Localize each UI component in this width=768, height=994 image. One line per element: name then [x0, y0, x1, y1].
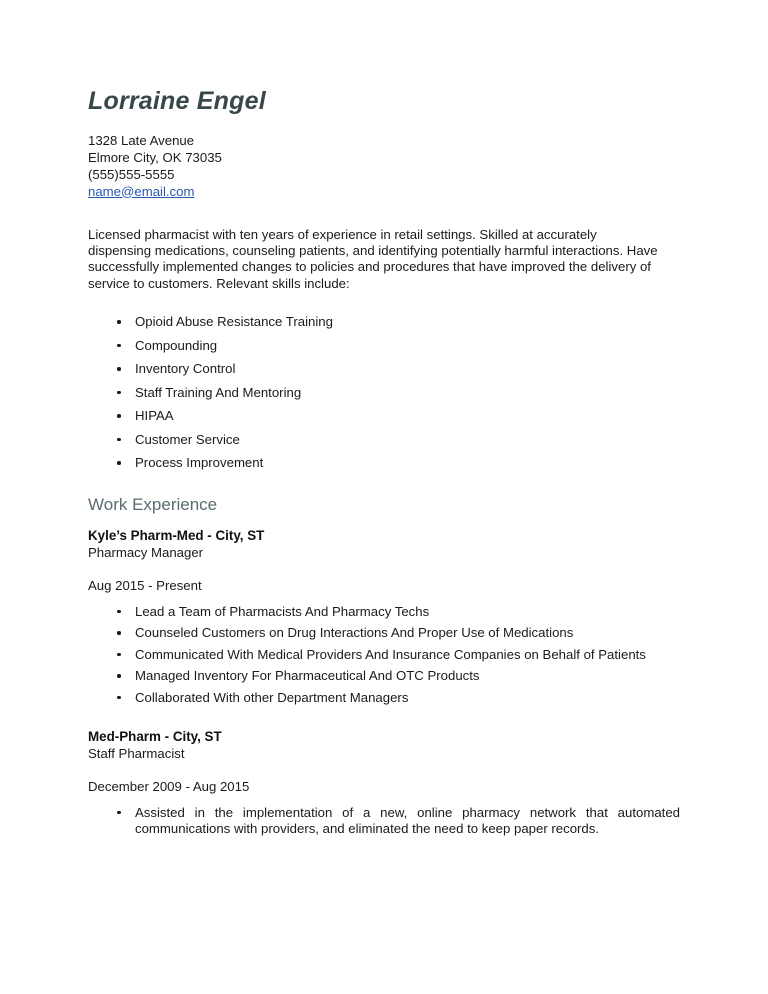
list-item: Opioid Abuse Resistance Training	[88, 314, 680, 330]
job-company: Kyle’s Pharm-Med - City, ST	[88, 527, 265, 543]
list-item: Staff Training And Mentoring	[88, 385, 680, 401]
job-dates: Aug 2015 - Present	[88, 577, 202, 593]
contact-email-link[interactable]: name@email.com	[88, 183, 195, 199]
list-item: Customer Service	[88, 432, 680, 448]
contact-street: 1328 Late Avenue	[88, 132, 195, 148]
list-item: Process Improvement	[88, 455, 680, 471]
job-entry-1	[88, 527, 680, 706]
job-header	[88, 728, 680, 762]
job-duties-list	[88, 604, 680, 706]
job-dates: December 2009 - Aug 2015	[88, 778, 250, 794]
list-item: Lead a Team of Pharmacists And Pharmacy Techs	[88, 604, 680, 620]
contact-phone: (555)555-5555	[88, 166, 175, 182]
list-item: Inventory Control	[88, 361, 680, 377]
page-title: Lorraine Engel	[88, 87, 266, 115]
contact-block	[88, 132, 680, 201]
job-title: Pharmacy Manager	[88, 544, 204, 560]
list-item: Counseled Customers on Drug Interactions And Proper Use of Medications	[88, 625, 680, 641]
list-item: Collaborated With other Department Managers	[88, 690, 680, 706]
skills-list	[88, 314, 680, 471]
section-heading-work-experience: Work Experience	[88, 495, 218, 515]
contact-city-state-zip: Elmore City, OK 73035	[88, 149, 222, 165]
job-company: Med-Pharm - City, ST	[88, 728, 222, 744]
list-item: Communicated With Medical Providers And Insurance Companies on Behalf of Patients	[88, 647, 680, 663]
job-header	[88, 527, 680, 561]
list-item: Assisted in the implementation of a new, online pharmacy network that automated communications with providers, and eliminated the need to keep paper records.	[88, 805, 680, 838]
job-duties-list	[88, 805, 680, 838]
job-title: Staff Pharmacist	[88, 745, 185, 761]
summary-paragraph: Licensed pharmacist with ten years of experience in retail settings. Skilled at accurately dispensing medications, counseling patients, and identifying potentially harmful interactions. Have successfully implemented changes to policies and procedures that have improved the delivery of service to customers. Relevant skills include:	[88, 226, 658, 291]
list-item: Compounding	[88, 338, 680, 354]
list-item: HIPAA	[88, 408, 680, 424]
job-entry-2	[88, 728, 680, 838]
list-item: Managed Inventory For Pharmaceutical And OTC Products	[88, 668, 680, 684]
resume-content	[88, 88, 680, 859]
